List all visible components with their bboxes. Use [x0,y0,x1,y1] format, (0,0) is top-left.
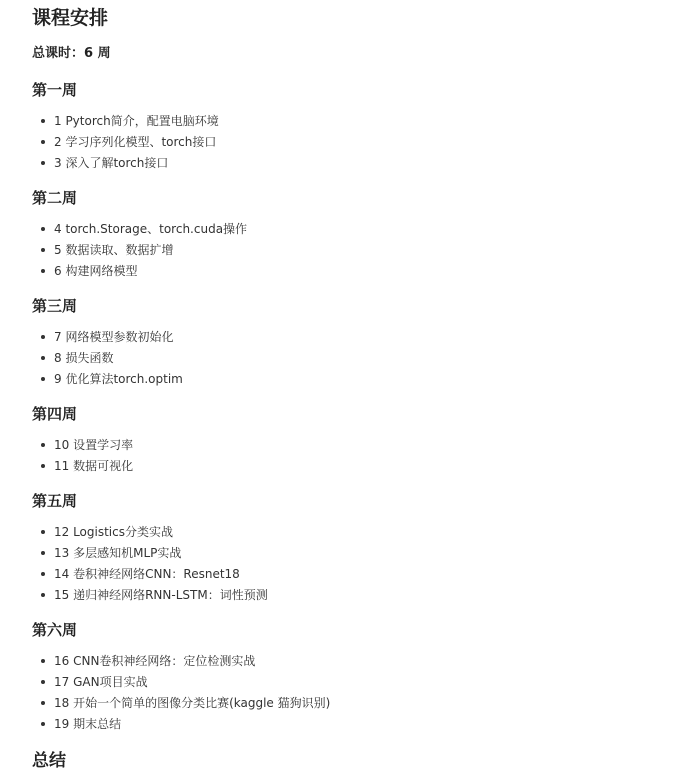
week-heading: 第二周 [32,189,78,207]
lesson-text: 11 数据可视化 [54,459,134,473]
bullet-icon [41,551,45,555]
lesson-text: 13 多层感知机MLP实战 [54,546,182,560]
week-heading: 第六周 [32,621,78,639]
week-heading: 第三周 [32,297,78,315]
bullet-icon [41,227,45,231]
lesson-text: 19 期末总结 [54,717,122,731]
week-section [32,491,672,606]
lesson-item [32,369,672,390]
lesson-item [32,672,672,693]
bullet-icon [41,680,45,684]
lesson-item [32,693,672,714]
lesson-text: 15 递归神经网络RNN-LSTM：词性预测 [54,588,268,602]
bullet-icon [41,356,45,360]
lesson-item [32,261,672,282]
bullet-icon [41,593,45,597]
week-section [32,80,672,174]
lesson-text: 3 深入了解torch接口 [54,156,169,170]
lesson-text: 6 构建网络模型 [54,264,138,278]
lesson-item [32,240,672,261]
total-hours: 总课时：6 周 [32,46,111,61]
bullet-icon [41,443,45,447]
lesson-text: 8 损失函数 [54,351,114,365]
lesson-text: 17 GAN项目实战 [54,675,148,689]
lesson-item [32,435,672,456]
lesson-text: 7 网络模型参数初始化 [54,330,174,344]
lesson-list [32,111,672,174]
summary-title: 总结 [32,751,66,771]
bullet-icon [41,701,45,705]
page-title: 课程安排 [32,7,109,29]
lesson-text: 5 数据读取、数据扩增 [54,243,174,257]
bullet-icon [41,269,45,273]
lesson-text: 14 卷积神经网络CNN：Resnet18 [54,567,240,581]
lesson-item [32,522,672,543]
lesson-text: 18 开始一个简单的图像分类比赛(kaggle 猫狗识别) [54,696,331,710]
bullet-icon [41,119,45,123]
bullet-icon [41,335,45,339]
lesson-item [32,219,672,240]
lesson-item [32,132,672,153]
week-section [32,296,672,390]
week-section [32,188,672,282]
lesson-text: 1 Pytorch简介，配置电脑环境 [54,114,219,128]
week-section [32,620,672,735]
lesson-item [32,456,672,477]
bullet-icon [41,572,45,576]
lesson-text: 10 设置学习率 [54,438,134,452]
lesson-item [32,327,672,348]
lesson-text: 4 torch.Storage、torch.cuda操作 [54,222,248,236]
lesson-text: 9 优化算法torch.optim [54,372,183,386]
bullet-icon [41,377,45,381]
bullet-icon [41,464,45,468]
bullet-icon [41,659,45,663]
bullet-icon [41,722,45,726]
lesson-item [32,153,672,174]
lesson-item [32,714,672,735]
lesson-list [32,651,672,735]
bullet-icon [41,530,45,534]
bullet-icon [41,248,45,252]
lesson-text: 16 CNN卷积神经网络：定位检测实战 [54,654,256,668]
bullet-icon [41,161,45,165]
lesson-text: 2 学习序列化模型、torch接口 [54,135,217,149]
lesson-list [32,522,672,606]
lesson-item [32,543,672,564]
bullet-icon [41,140,45,144]
lesson-list [32,327,672,390]
lesson-item [32,111,672,132]
week-section [32,404,672,477]
lesson-text: 12 Logistics分类实战 [54,525,173,539]
lesson-list [32,219,672,282]
lesson-item [32,564,672,585]
lesson-list [32,435,672,477]
week-heading: 第五周 [32,492,78,510]
week-heading: 第一周 [32,81,78,99]
lesson-item [32,651,672,672]
lesson-item [32,585,672,606]
week-heading: 第四周 [32,405,78,423]
lesson-item [32,348,672,369]
